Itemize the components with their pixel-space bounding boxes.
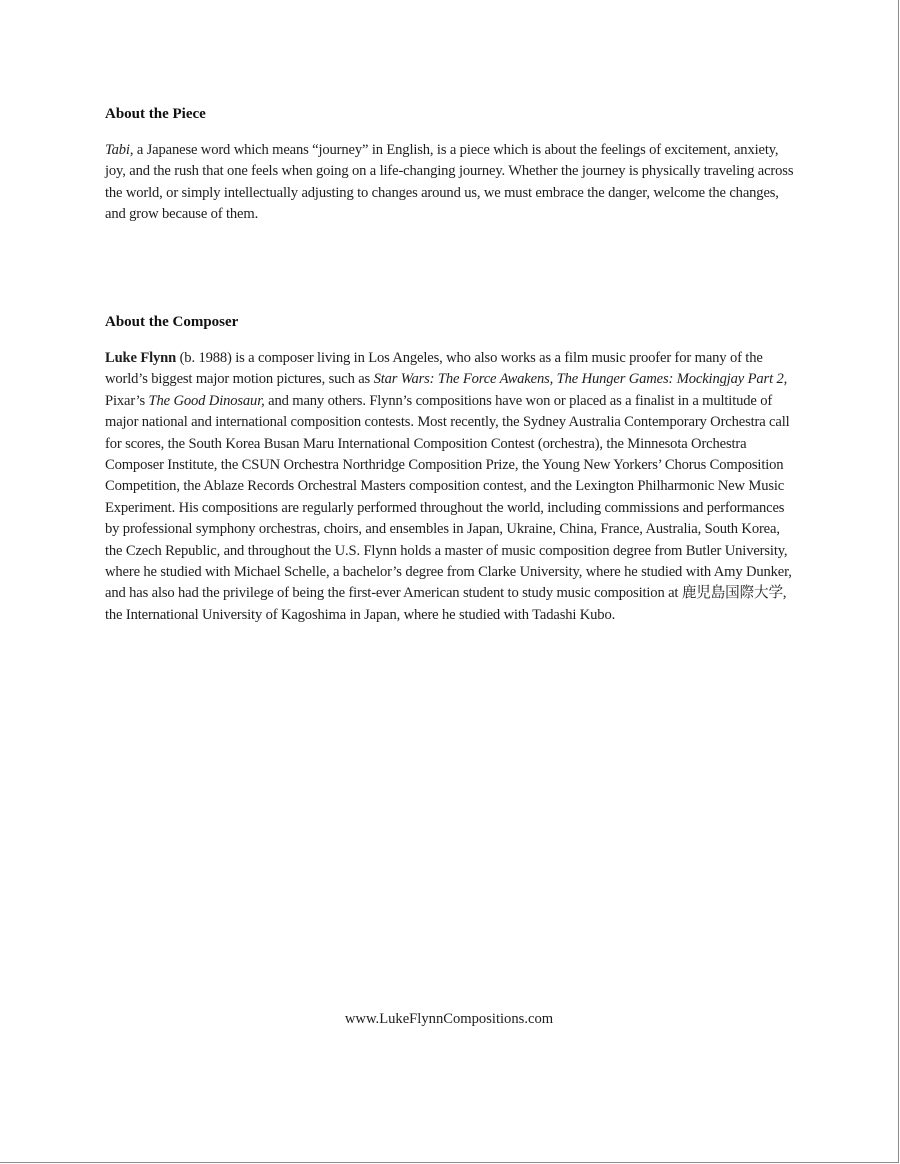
piece-title-word: Tabi [105, 142, 130, 158]
about-composer-heading: About the Composer [105, 314, 239, 330]
film-title-2: The Good Dinosaur, [148, 392, 265, 409]
composer-text-2: Pixar’s [105, 392, 149, 409]
about-piece-paragraph [105, 140, 795, 226]
composer-text-1: (b. 1988) is a composer living in Los Angeles, who also works as a film music proofer for many of the world’s biggest major motion pictures, such as [105, 350, 763, 388]
film-titles-1: Star Wars: The Force Awakens, The Hunger Games: Mockingjay Part 2, [373, 371, 788, 388]
about-composer-section [105, 312, 795, 626]
composer-text-3: and many others. Flynn’s compositions have won or placed as a finalist in a multitude of major national and international composition contests. Most recently, the Sydney Australia Contemporary Orchestra call for scores, the South Korea Busan Maru International Composition Contest (orchestra), the Minnesota Orchestra Composer Institute, the CSUN Orchestra Northridge Composition Prize, the Young New Yorkers’ Chorus Composition Competition, the Ablaze Records Orchestral Masters composition contest, and the Lexington Philharmonic New Music Experiment. His compositions are regularly performed throughout the world, including commissions and performances by professional symphony orchestras, choirs, and ensembles in Japan, Ukraine, China, France, Australia, South Korea, the Czech Republic, and throughout the U.S. Flynn holds a master of music composition degree from Butler University, where he studied with Michael Schelle, a bachelor’s degree from Clarke University, where he studied with Amy Dunker, and has also had the privilege of being the first-ever American student to study music composition at 鹿児島国際大学, the International University of Kagoshima in Japan, where he studied with Tadashi Kubo. [105, 392, 792, 623]
composer-name: Luke Flynn [105, 350, 177, 366]
about-composer-paragraph [105, 348, 795, 626]
about-piece-section [105, 104, 795, 226]
website-footer[interactable]: www.LukeFlynnCompositions.com [344, 1011, 554, 1027]
about-piece-heading: About the Piece [105, 106, 206, 122]
about-piece-text: , a Japanese word which means “journey” in English, is a piece which is about the feelings of excitement, anxiety, joy, and the rush that one feels when going on a life-changing journey. Whether the journey is physically traveling across the world, or simply intellectually adjusting to changes around us, we must embrace the danger, welcome the changes, and grow because of them. [105, 142, 794, 223]
